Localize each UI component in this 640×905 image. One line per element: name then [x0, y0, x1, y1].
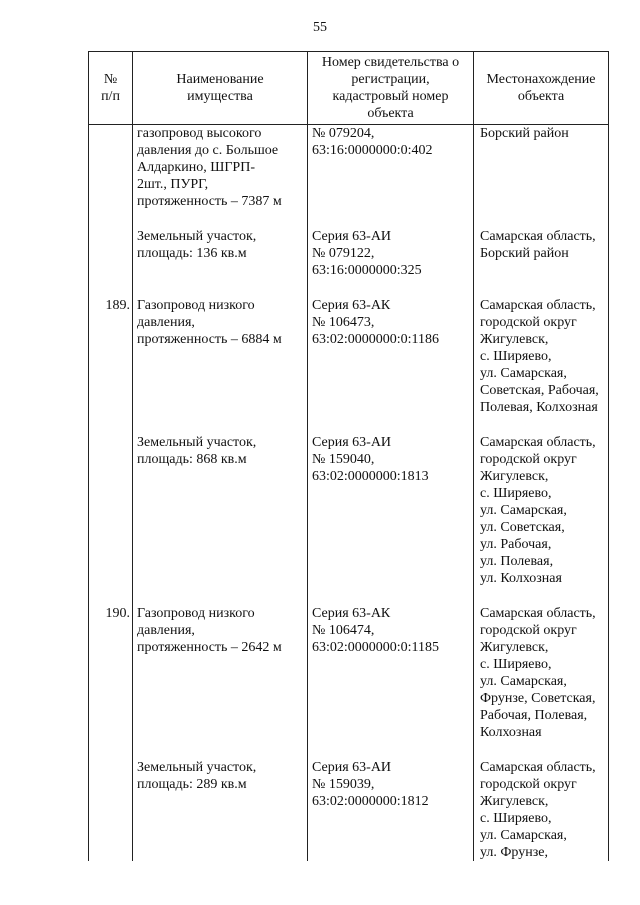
header-location	[474, 52, 609, 125]
cell-line: Жигулевск,	[480, 640, 549, 655]
table-row	[89, 279, 609, 416]
table-row	[89, 125, 609, 211]
cell-line: Серия 63-АК	[312, 298, 391, 313]
row-number	[89, 210, 133, 279]
location-cell	[474, 279, 609, 416]
row-number: 190.	[89, 587, 133, 741]
cell-line: № 079122,	[312, 246, 375, 261]
row-number: 189.	[89, 279, 133, 416]
cell-line: Земельный участок,	[137, 435, 257, 450]
certificate-cell	[308, 279, 474, 416]
cell-line: протяженность – 2642 м	[137, 640, 282, 655]
page-number: 55	[313, 20, 327, 35]
header-line: Наименование	[176, 72, 264, 87]
header-property-name	[133, 52, 308, 125]
cell-line: 63:02:0000000:0:1185	[312, 640, 440, 655]
cell-line: 63:02:0000000:1812	[312, 794, 429, 809]
property-name-cell	[133, 741, 308, 861]
cell-line: протяженность – 6884 м	[137, 332, 282, 347]
cell-line: 2шт., ПУРГ,	[137, 177, 209, 192]
cell-line: Серия 63-АК	[312, 606, 391, 621]
cell-line: Земельный участок,	[137, 229, 257, 244]
cell-line: Борский район	[480, 126, 569, 141]
location-cell	[474, 125, 609, 211]
cell-line: № 106473,	[312, 315, 375, 330]
location-cell	[474, 210, 609, 279]
cell-line: Самарская область,	[480, 298, 596, 313]
property-name-cell	[133, 416, 308, 587]
cell-line: Самарская область,	[480, 606, 596, 621]
cell-line: Самарская область,	[480, 229, 596, 244]
cell-line: площадь: 289 кв.м	[137, 777, 247, 792]
cell-line: с. Ширяево,	[480, 349, 552, 364]
cell-line: ул. Советская,	[480, 520, 565, 535]
cell-line: ул. Фрунзе,	[480, 845, 548, 860]
cell-line: давления,	[137, 623, 195, 638]
cell-line: Алдаркино, ШГРП-	[137, 160, 255, 175]
header-line: Местонахождение	[486, 72, 596, 87]
header-line: регистрации,	[351, 72, 430, 87]
cell-line: Газопровод низкого	[137, 298, 255, 313]
cell-line: Жигулевск,	[480, 469, 549, 484]
row-number	[89, 125, 133, 211]
header-line: Номер свидетельства о	[321, 55, 460, 70]
cell-line: с. Ширяево,	[480, 486, 552, 501]
property-table	[88, 51, 609, 861]
header-certificate-number	[308, 52, 474, 125]
cell-line: Жигулевск,	[480, 332, 549, 347]
cell-line: 63:02:0000000:1813	[312, 469, 429, 484]
table-row	[89, 210, 609, 279]
property-name-cell	[133, 125, 308, 211]
cell-line: Самарская область,	[480, 435, 596, 450]
cell-line: ул. Самарская,	[480, 828, 567, 843]
table-body	[89, 125, 609, 862]
certificate-cell	[308, 741, 474, 861]
cell-line: Борский район	[480, 246, 569, 261]
row-number	[89, 741, 133, 861]
header-line: кадастровый номер	[332, 89, 449, 104]
header-line: объекта	[517, 89, 565, 104]
cell-line: давления,	[137, 315, 195, 330]
cell-line: городской округ	[480, 315, 577, 330]
cell-line: ул. Самарская,	[480, 503, 567, 518]
table-row	[89, 587, 609, 741]
cell-line: Серия 63-АИ	[312, 435, 392, 450]
certificate-cell	[308, 416, 474, 587]
cell-line: площадь: 136 кв.м	[137, 246, 247, 261]
cell-line: ул. Рабочая,	[480, 537, 552, 552]
cell-line: 63:16:0000000:0:402	[312, 143, 433, 158]
cell-line: Самарская область,	[480, 760, 596, 775]
cell-line: Советская, Рабочая,	[480, 383, 599, 398]
cell-line: ул. Самарская,	[480, 674, 567, 689]
certificate-cell	[308, 587, 474, 741]
cell-line: городской округ	[480, 452, 577, 467]
cell-line: Рабочая, Полевая,	[480, 708, 588, 723]
table-row	[89, 741, 609, 861]
cell-line: ул. Колхозная	[480, 571, 562, 586]
cell-line: Серия 63-АИ	[312, 760, 392, 775]
cell-line: Газопровод низкого	[137, 606, 255, 621]
location-cell	[474, 587, 609, 741]
location-cell	[474, 416, 609, 587]
cell-line: Жигулевск,	[480, 794, 549, 809]
cell-line: ул. Самарская,	[480, 366, 567, 381]
cell-line: Полевая, Колхозная	[480, 400, 598, 415]
certificate-cell	[308, 210, 474, 279]
property-name-cell	[133, 279, 308, 416]
cell-line: площадь: 868 кв.м	[137, 452, 247, 467]
cell-line: давления до с. Большое	[137, 143, 279, 158]
cell-line: 63:16:0000000:325	[312, 263, 422, 278]
cell-line: Колхозная	[480, 725, 542, 740]
header-line: п/п	[101, 89, 120, 104]
cell-line: Фрунзе, Советская,	[480, 691, 596, 706]
header-line: имущества	[187, 89, 253, 104]
header-number	[89, 52, 133, 125]
cell-line: № 079204,	[312, 126, 375, 141]
cell-line: № 106474,	[312, 623, 375, 638]
cell-line: городской округ	[480, 777, 577, 792]
cell-line: № 159040,	[312, 452, 375, 467]
header-line: №	[103, 72, 118, 87]
cell-line: Серия 63-АИ	[312, 229, 392, 244]
location-cell	[474, 741, 609, 861]
property-name-cell	[133, 587, 308, 741]
cell-line: газопровод высокого	[137, 126, 262, 141]
cell-line: ул. Полевая,	[480, 554, 554, 569]
cell-line: № 159039,	[312, 777, 375, 792]
row-number	[89, 416, 133, 587]
cell-line: городской округ	[480, 623, 577, 638]
cell-line: Земельный участок,	[137, 760, 257, 775]
cell-line: с. Ширяево,	[480, 657, 552, 672]
cell-line: с. Ширяево,	[480, 811, 552, 826]
cell-line: протяженность – 7387 м	[137, 194, 282, 209]
certificate-cell	[308, 125, 474, 211]
table-row	[89, 416, 609, 587]
header-line: объекта	[367, 106, 414, 121]
property-name-cell	[133, 210, 308, 279]
cell-line: 63:02:0000000:0:1186	[312, 332, 440, 347]
table-header-row	[89, 52, 609, 125]
